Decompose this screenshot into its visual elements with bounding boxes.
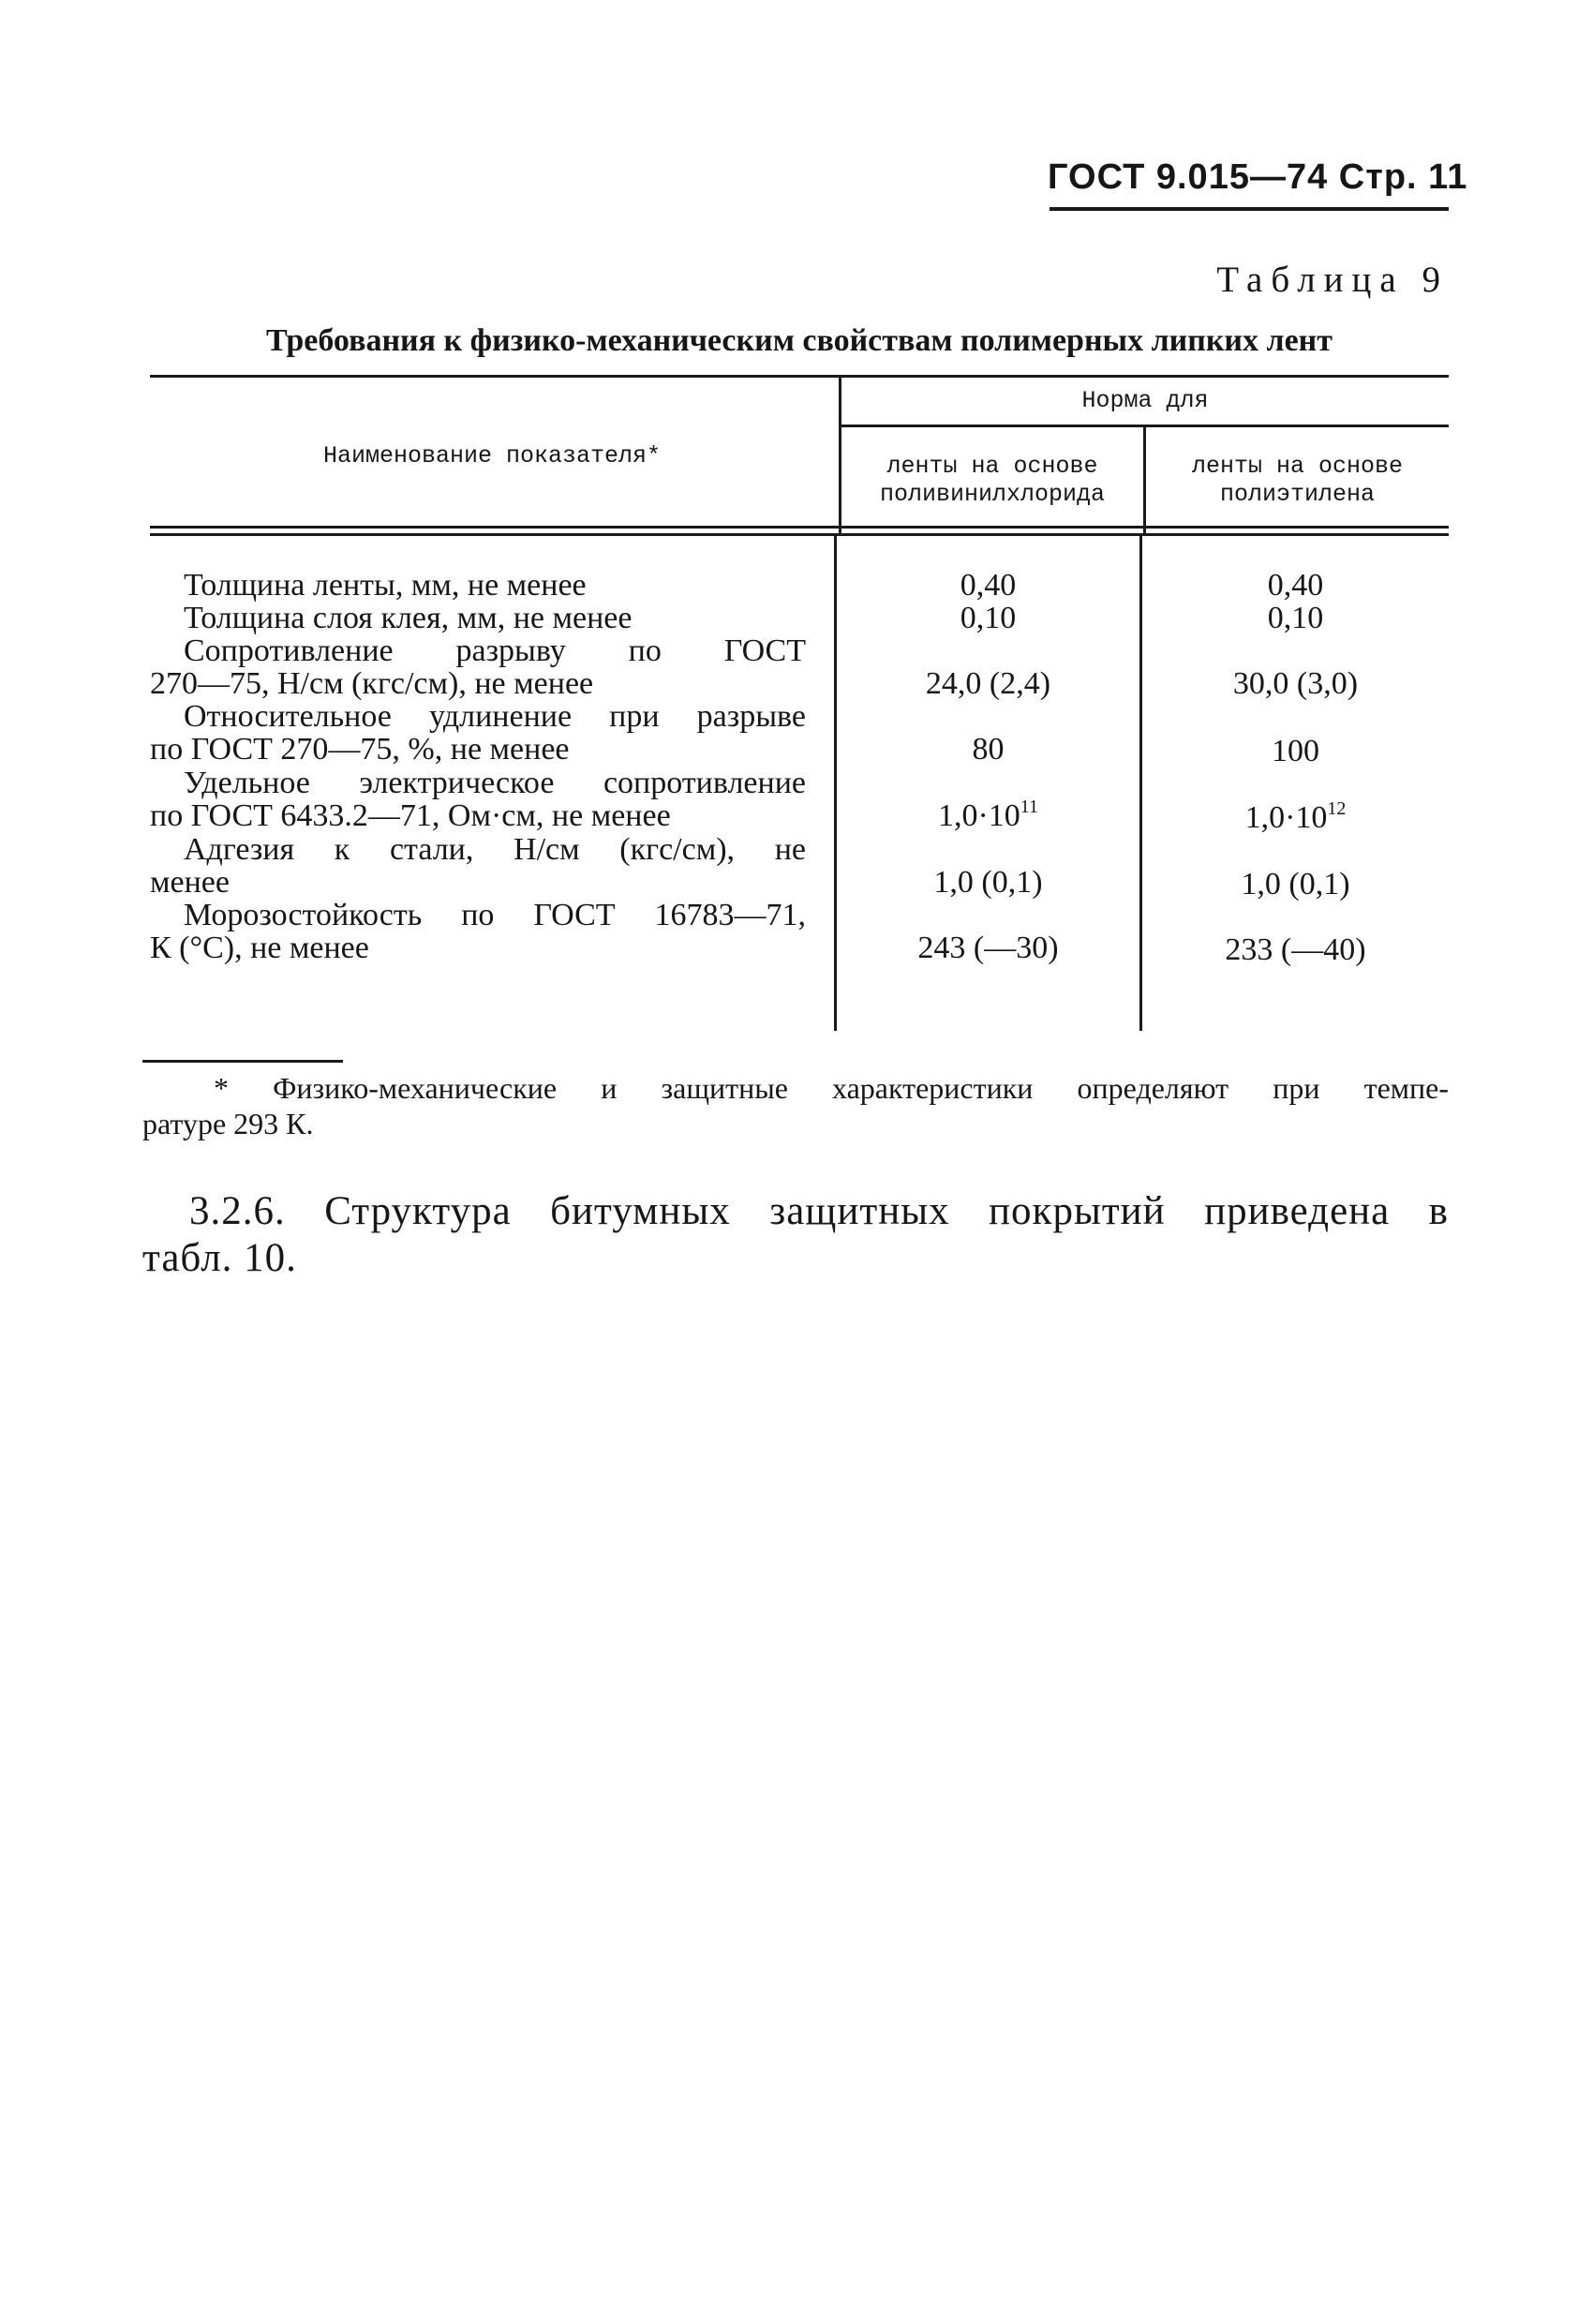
table-cell-pvc-exponent: 11 <box>1020 797 1039 817</box>
table-cell-pe: 233 (—40) <box>1225 932 1366 967</box>
header-column-pe-line2: полиэтилена <box>1219 481 1376 508</box>
header-norm-group: Норма для <box>1081 387 1209 414</box>
row-label-line: Морозостойкость по ГОСТ 16783—71, <box>184 898 806 932</box>
header-column-pe <box>1146 453 1449 509</box>
row-label-line: Адгезия к стали, Н/см (кгс/см), не <box>184 832 806 867</box>
row-label-line: К (°С), не менее <box>150 931 369 965</box>
table-number: Таблица 9 <box>1216 260 1449 300</box>
table-cell-pvc: 0,10 <box>960 601 1017 635</box>
header-column-pvc-line1: ленты на основе <box>886 453 1098 480</box>
header-bottom-rule-2 <box>150 533 1449 536</box>
table-cell-pe: 100 <box>1272 734 1319 768</box>
table-cell-pvc: 1,0 (0,1) <box>933 865 1043 900</box>
table-cell-pvc <box>837 799 1139 832</box>
header-column-pvc <box>841 453 1143 509</box>
paragraph-line: 3.2.6. Структура битумных защитных покрытий приведена в <box>189 1189 1449 1233</box>
row-label-line: 270—75, Н/см (кгс/см), не менее <box>150 666 594 701</box>
header-bottom-rule-1 <box>150 526 1449 529</box>
row-label-line: Толщина слоя клея, мм, не менее <box>184 601 633 635</box>
table-row-label <box>150 899 806 964</box>
table-row-label <box>150 700 806 766</box>
row-label-line: Сопротивление разрыву по ГОСТ <box>184 633 806 668</box>
table-cell-pvc: 243 (—30) <box>917 931 1059 965</box>
body-paragraph <box>142 1188 1449 1282</box>
table-cell-pvc: 0,40 <box>960 568 1017 603</box>
footnote-line: * Физико-механические и защитные характеристики определяют при темпе- <box>214 1071 1449 1105</box>
table-cell-pvc: 80 <box>972 732 1005 767</box>
table-row-label <box>150 602 806 634</box>
footnote-line: ратуре 293 К. <box>142 1107 314 1140</box>
row-label-line: Относительное удлинение при разрыве <box>184 699 806 734</box>
row-label-line: по ГОСТ 270—75, %, не менее <box>150 732 570 767</box>
table-cell-pe <box>1142 798 1449 835</box>
header-column-pe-line1: ленты на основе <box>1191 453 1404 480</box>
footnote-rule <box>142 1060 343 1063</box>
table-title: Требования к физико-механическим свойствам полимерных липких лент <box>266 323 1332 358</box>
row-label-line: Толщина ленты, мм, не менее <box>184 568 587 603</box>
header-rule <box>1050 207 1449 211</box>
running-header: ГОСТ 9.015—74 Стр. 11 <box>1048 157 1468 197</box>
table-row-label <box>150 833 806 899</box>
paragraph-line: табл. 10. <box>142 1236 297 1280</box>
table-cell-pe-base: 1,0·10 <box>1244 800 1328 835</box>
table-top-rule <box>150 375 1449 378</box>
row-label-line: Удельное электрическое сопротивление <box>184 766 806 800</box>
table-cell-pvc: 24,0 (2,4) <box>925 666 1051 701</box>
table-row-label <box>150 767 806 832</box>
table-cell-pe: 1,0 (0,1) <box>1241 867 1350 901</box>
header-column-pvc-line2: поливинилхлорида <box>879 481 1106 508</box>
table-row-label <box>150 634 806 700</box>
table-cell-pe: 30,0 (3,0) <box>1232 666 1359 701</box>
footnote <box>142 1070 1449 1141</box>
table-cell-pvc-base: 1,0·10 <box>937 798 1020 833</box>
row-label-line: по ГОСТ 6433.2—71, Ом·см, не менее <box>150 798 671 833</box>
table-cell-pe: 0,40 <box>1267 568 1324 603</box>
table-cell-pe-exponent: 12 <box>1327 798 1347 819</box>
table-row-label <box>150 569 806 602</box>
table-cell-pe: 0,10 <box>1267 601 1324 635</box>
row-label-line: менее <box>150 865 230 900</box>
header-indicator: Наименование показателя* <box>322 442 662 469</box>
